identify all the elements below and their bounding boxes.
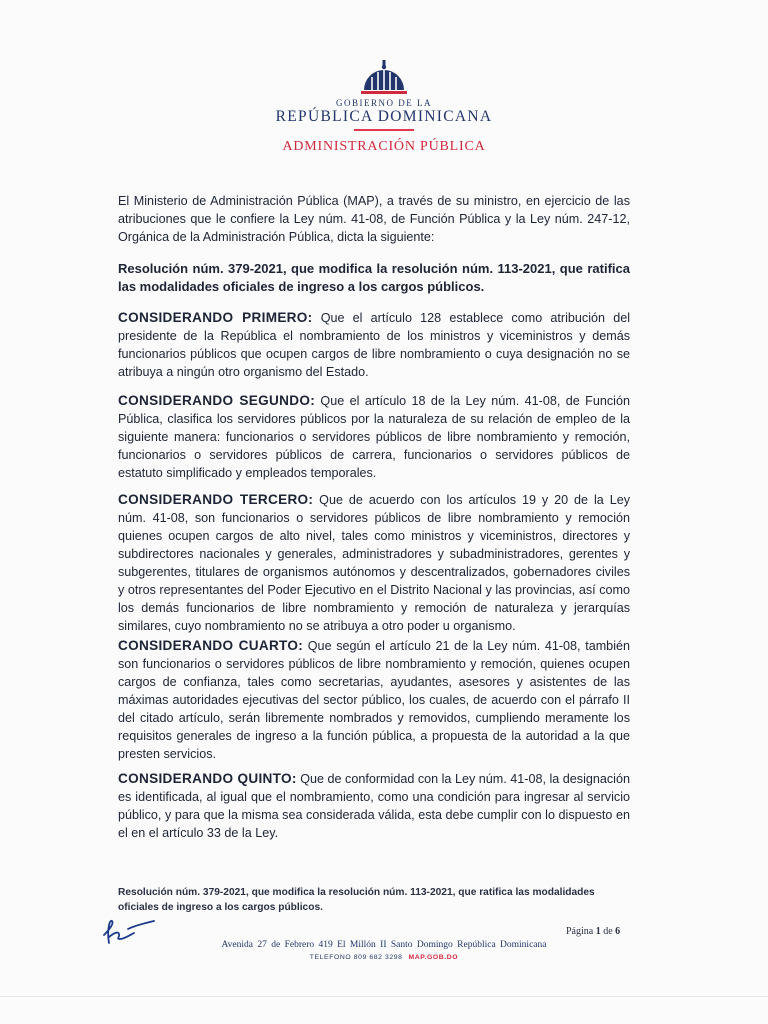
page-bottom-edge <box>0 996 768 997</box>
dome-emblem-icon <box>359 60 409 96</box>
government-label: GOBIERNO DE LA <box>336 98 432 108</box>
footer-resolution-title: Resolución núm. 379-2021, que modifica la resolución núm. 113-2021, que ratifica las modalidades oficiales de ingreso a los cargos públicos. <box>118 887 595 913</box>
institution-name: ADMINISTRACIÓN PÚBLICA <box>282 139 486 154</box>
country-name: REPÚBLICA DOMINICANA <box>275 108 493 125</box>
page-total: 6 <box>615 926 621 937</box>
page-current: 1 <box>595 926 601 937</box>
page-of: de <box>603 926 613 937</box>
resolution-title: Resolución núm. 379-2021, que modifica la resolución núm. 113-2021, que ratifica las modalidades oficiales de ingreso a los cargos públicos. <box>118 261 630 294</box>
footer-address: Avenida 27 de Febrero 419 El Millón II Santo Domingo República Dominicana <box>221 940 547 950</box>
page-label: Página <box>566 926 594 937</box>
page-number <box>566 926 620 937</box>
intro-paragraph: El Ministerio de Administración Pública (MAP), a través de su ministro, en ejercicio de las atribuciones que le confiere la Ley núm. 41-08, de Función Pública y la Ley núm. 247-12, Orgánica de la Administración Pública, dicta la siguiente: <box>118 194 630 244</box>
footer-phone: TELEFONO 809 682 3298 <box>309 954 403 961</box>
considerando-cuarto <box>118 637 630 763</box>
section-text: Que el artículo 128 establece como atribución del presidente de la República el nombramiento de los ministros y viceministros y demás funcionarios públicos que ocupen cargos de libre nombramiento o cuya designación no se atribuya a ningún otro organismo del Estado. <box>118 311 631 379</box>
section-text: Que según el artículo 21 de la Ley núm. 41-08, también son funcionarios o servidores públicos de libre nombramiento y remoción, quienes ocupen cargos de confianza, tales como secretarias, ayudantes, asesores y asistentes de las máximas autoridades ejecutivas del sector público, los cuales, de acuerdo con el párrafo II del citado artículo, serán libremente nombrados y removidos, cumpliendo meramente los requisitos generales de ingreso a la función pública, a propuesta de la autoridad a la que presten servicios. <box>118 639 630 761</box>
considerando-tercero <box>118 491 630 635</box>
section-heading: CONSIDERANDO CUARTO: <box>118 638 304 653</box>
considerando-primero <box>118 309 630 381</box>
section-heading: CONSIDERANDO SEGUNDO: <box>118 393 316 408</box>
section-heading: CONSIDERANDO QUINTO: <box>118 771 297 786</box>
letterhead <box>0 60 768 96</box>
header-divider <box>354 129 414 131</box>
footer-website: MAP.GOB.DO <box>408 954 459 961</box>
section-text: Que el artículo 18 de la Ley núm. 41-08, de Función Pública, clasifica los servidores públicos por la naturaleza de su relación de empleo de la siguiente manera: funcionarios o servidores públicos de libre nombramiento y remoción, funcionarios o servidores públicos de carrera, funcionarios o servidores públicos de estatuto simplificado y empleados temporales. <box>118 394 630 480</box>
considerando-segundo <box>118 392 630 482</box>
section-heading: CONSIDERANDO TERCERO: <box>118 492 314 507</box>
considerando-quinto <box>118 770 630 842</box>
section-text: Que de conformidad con la Ley núm. 41-08, la designación es identificada, al igual que el nombramiento, como una condición para ingresar al servicio público, y para que la misma sea considerada válida, esta debe cumplir con lo dispuesto en el en el artículo 33 de la Ley. <box>118 772 630 840</box>
footer-contact <box>0 954 768 961</box>
section-text: Que de acuerdo con los artículos 19 y 20 de la Ley núm. 41-08, son funcionarios o servidores públicos de libre nombramiento y remoción quienes ocupen cargos de alto nivel, tales como ministros y viceministros, directores y subdirectores nacionales y generales, administradores y subadministradores, gerentes y subgerentes, titulares de organismos autónomos y descentralizados, gobernadores civiles y otros representantes del Poder Ejecutivo en el Distrito Nacional y las provincias, así como los demás funcionarios de libre nombramiento y remoción de naturaleza y jerarquías similares, cuyo nombramiento no se atribuya a otro poder u organismo. <box>118 493 630 633</box>
section-heading: CONSIDERANDO PRIMERO: <box>118 310 313 325</box>
